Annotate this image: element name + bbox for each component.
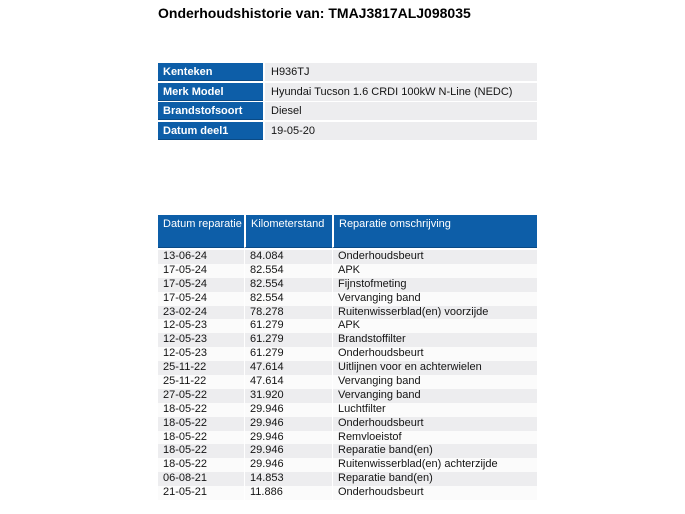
- column-header-datum-reparatie: Datum reparatie: [158, 215, 244, 248]
- repair-date-cell: 23-02-24: [158, 306, 244, 320]
- repair-row: [158, 333, 537, 347]
- vehicle-field-value: Hyundai Tucson 1.6 CRDI 100kW N-Line (NEDC): [265, 83, 537, 101]
- repair-omschrijving-cell: Onderhoudsbeurt: [332, 347, 537, 361]
- repair-kilometerstand-cell: 61.279: [244, 347, 332, 361]
- repair-row: [158, 292, 537, 306]
- vehicle-field-value: H936TJ: [265, 63, 537, 81]
- vehicle-info-row: [158, 122, 537, 140]
- repair-omschrijving-cell: Onderhoudsbeurt: [332, 417, 537, 431]
- vehicle-info-row: [158, 63, 537, 81]
- repair-date-cell: 18-05-22: [158, 458, 244, 472]
- repair-row: [158, 444, 537, 458]
- repair-row: [158, 361, 537, 375]
- repair-row: [158, 319, 537, 333]
- repair-date-cell: 13-06-24: [158, 250, 244, 264]
- repair-row: [158, 347, 537, 361]
- vehicle-info-row: [158, 102, 537, 120]
- repair-date-cell: 21-05-21: [158, 486, 244, 500]
- repair-table-header: [158, 215, 537, 248]
- repair-date-cell: 12-05-23: [158, 347, 244, 361]
- vehicle-field-label: Datum deel1: [158, 122, 263, 140]
- repair-row: [158, 250, 537, 264]
- repair-row: [158, 264, 537, 278]
- repair-date-cell: 25-11-22: [158, 375, 244, 389]
- repair-omschrijving-cell: Vervanging band: [332, 375, 537, 389]
- repair-omschrijving-cell: APK: [332, 264, 537, 278]
- repair-date-cell: 25-11-22: [158, 361, 244, 375]
- repair-kilometerstand-cell: 82.554: [244, 278, 332, 292]
- repair-kilometerstand-cell: 14.853: [244, 472, 332, 486]
- repair-omschrijving-cell: Brandstoffilter: [332, 333, 537, 347]
- repair-table-body: [158, 250, 537, 500]
- repair-kilometerstand-cell: 78.278: [244, 306, 332, 320]
- column-header-reparatie-omschrijving: Reparatie omschrijving: [332, 215, 537, 248]
- vehicle-field-label: Merk Model: [158, 83, 263, 101]
- repair-omschrijving-cell: Reparatie band(en): [332, 472, 537, 486]
- repair-row: [158, 472, 537, 486]
- repair-omschrijving-cell: Vervanging band: [332, 389, 537, 403]
- repair-kilometerstand-cell: 82.554: [244, 292, 332, 306]
- vehicle-field-value: Diesel: [265, 102, 537, 120]
- repair-date-cell: 18-05-22: [158, 444, 244, 458]
- repair-history-table: [158, 215, 537, 500]
- repair-kilometerstand-cell: 29.946: [244, 417, 332, 431]
- repair-date-cell: 17-05-24: [158, 264, 244, 278]
- repair-kilometerstand-cell: 47.614: [244, 375, 332, 389]
- repair-kilometerstand-cell: 29.946: [244, 444, 332, 458]
- repair-kilometerstand-cell: 61.279: [244, 319, 332, 333]
- repair-omschrijving-cell: Remvloeistof: [332, 431, 537, 445]
- repair-date-cell: 18-05-22: [158, 403, 244, 417]
- repair-kilometerstand-cell: 29.946: [244, 403, 332, 417]
- repair-kilometerstand-cell: 84.084: [244, 250, 332, 264]
- repair-omschrijving-cell: Uitlijnen voor en achterwielen: [332, 361, 537, 375]
- repair-omschrijving-cell: Ruitenwisserblad(en) achterzijde: [332, 458, 537, 472]
- repair-omschrijving-cell: Luchtfilter: [332, 403, 537, 417]
- repair-date-cell: 18-05-22: [158, 417, 244, 431]
- column-header-kilometerstand: Kilometerstand: [244, 215, 332, 248]
- repair-row: [158, 306, 537, 320]
- repair-kilometerstand-cell: 31.920: [244, 389, 332, 403]
- repair-kilometerstand-cell: 47.614: [244, 361, 332, 375]
- repair-row: [158, 458, 537, 472]
- repair-kilometerstand-cell: 29.946: [244, 458, 332, 472]
- repair-date-cell: 12-05-23: [158, 333, 244, 347]
- repair-row: [158, 486, 537, 500]
- repair-row: [158, 403, 537, 417]
- repair-row: [158, 278, 537, 292]
- repair-kilometerstand-cell: 82.554: [244, 264, 332, 278]
- vehicle-info-table: [158, 63, 537, 141]
- repair-omschrijving-cell: Vervanging band: [332, 292, 537, 306]
- repair-kilometerstand-cell: 11.886: [244, 486, 332, 500]
- repair-date-cell: 27-05-22: [158, 389, 244, 403]
- repair-date-cell: 18-05-22: [158, 431, 244, 445]
- vehicle-field-label: Brandstofsoort: [158, 102, 263, 120]
- repair-kilometerstand-cell: 29.946: [244, 431, 332, 445]
- repair-row: [158, 431, 537, 445]
- repair-omschrijving-cell: Ruitenwisserblad(en) voorzijde: [332, 306, 537, 320]
- repair-row: [158, 375, 537, 389]
- vehicle-field-value: 19-05-20: [265, 122, 537, 140]
- repair-row: [158, 417, 537, 431]
- repair-omschrijving-cell: Onderhoudsbeurt: [332, 250, 537, 264]
- repair-date-cell: 12-05-23: [158, 319, 244, 333]
- repair-kilometerstand-cell: 61.279: [244, 333, 332, 347]
- repair-omschrijving-cell: Onderhoudsbeurt: [332, 486, 537, 500]
- repair-omschrijving-cell: Fijnstofmeting: [332, 278, 537, 292]
- repair-date-cell: 17-05-24: [158, 292, 244, 306]
- vehicle-info-row: [158, 83, 537, 101]
- repair-omschrijving-cell: Reparatie band(en): [332, 444, 537, 458]
- repair-date-cell: 17-05-24: [158, 278, 244, 292]
- vehicle-field-label: Kenteken: [158, 63, 263, 81]
- repair-date-cell: 06-08-21: [158, 472, 244, 486]
- repair-omschrijving-cell: APK: [332, 319, 537, 333]
- repair-row: [158, 389, 537, 403]
- page-title: Onderhoudshistorie van: TMAJ3817ALJ098035: [158, 5, 471, 21]
